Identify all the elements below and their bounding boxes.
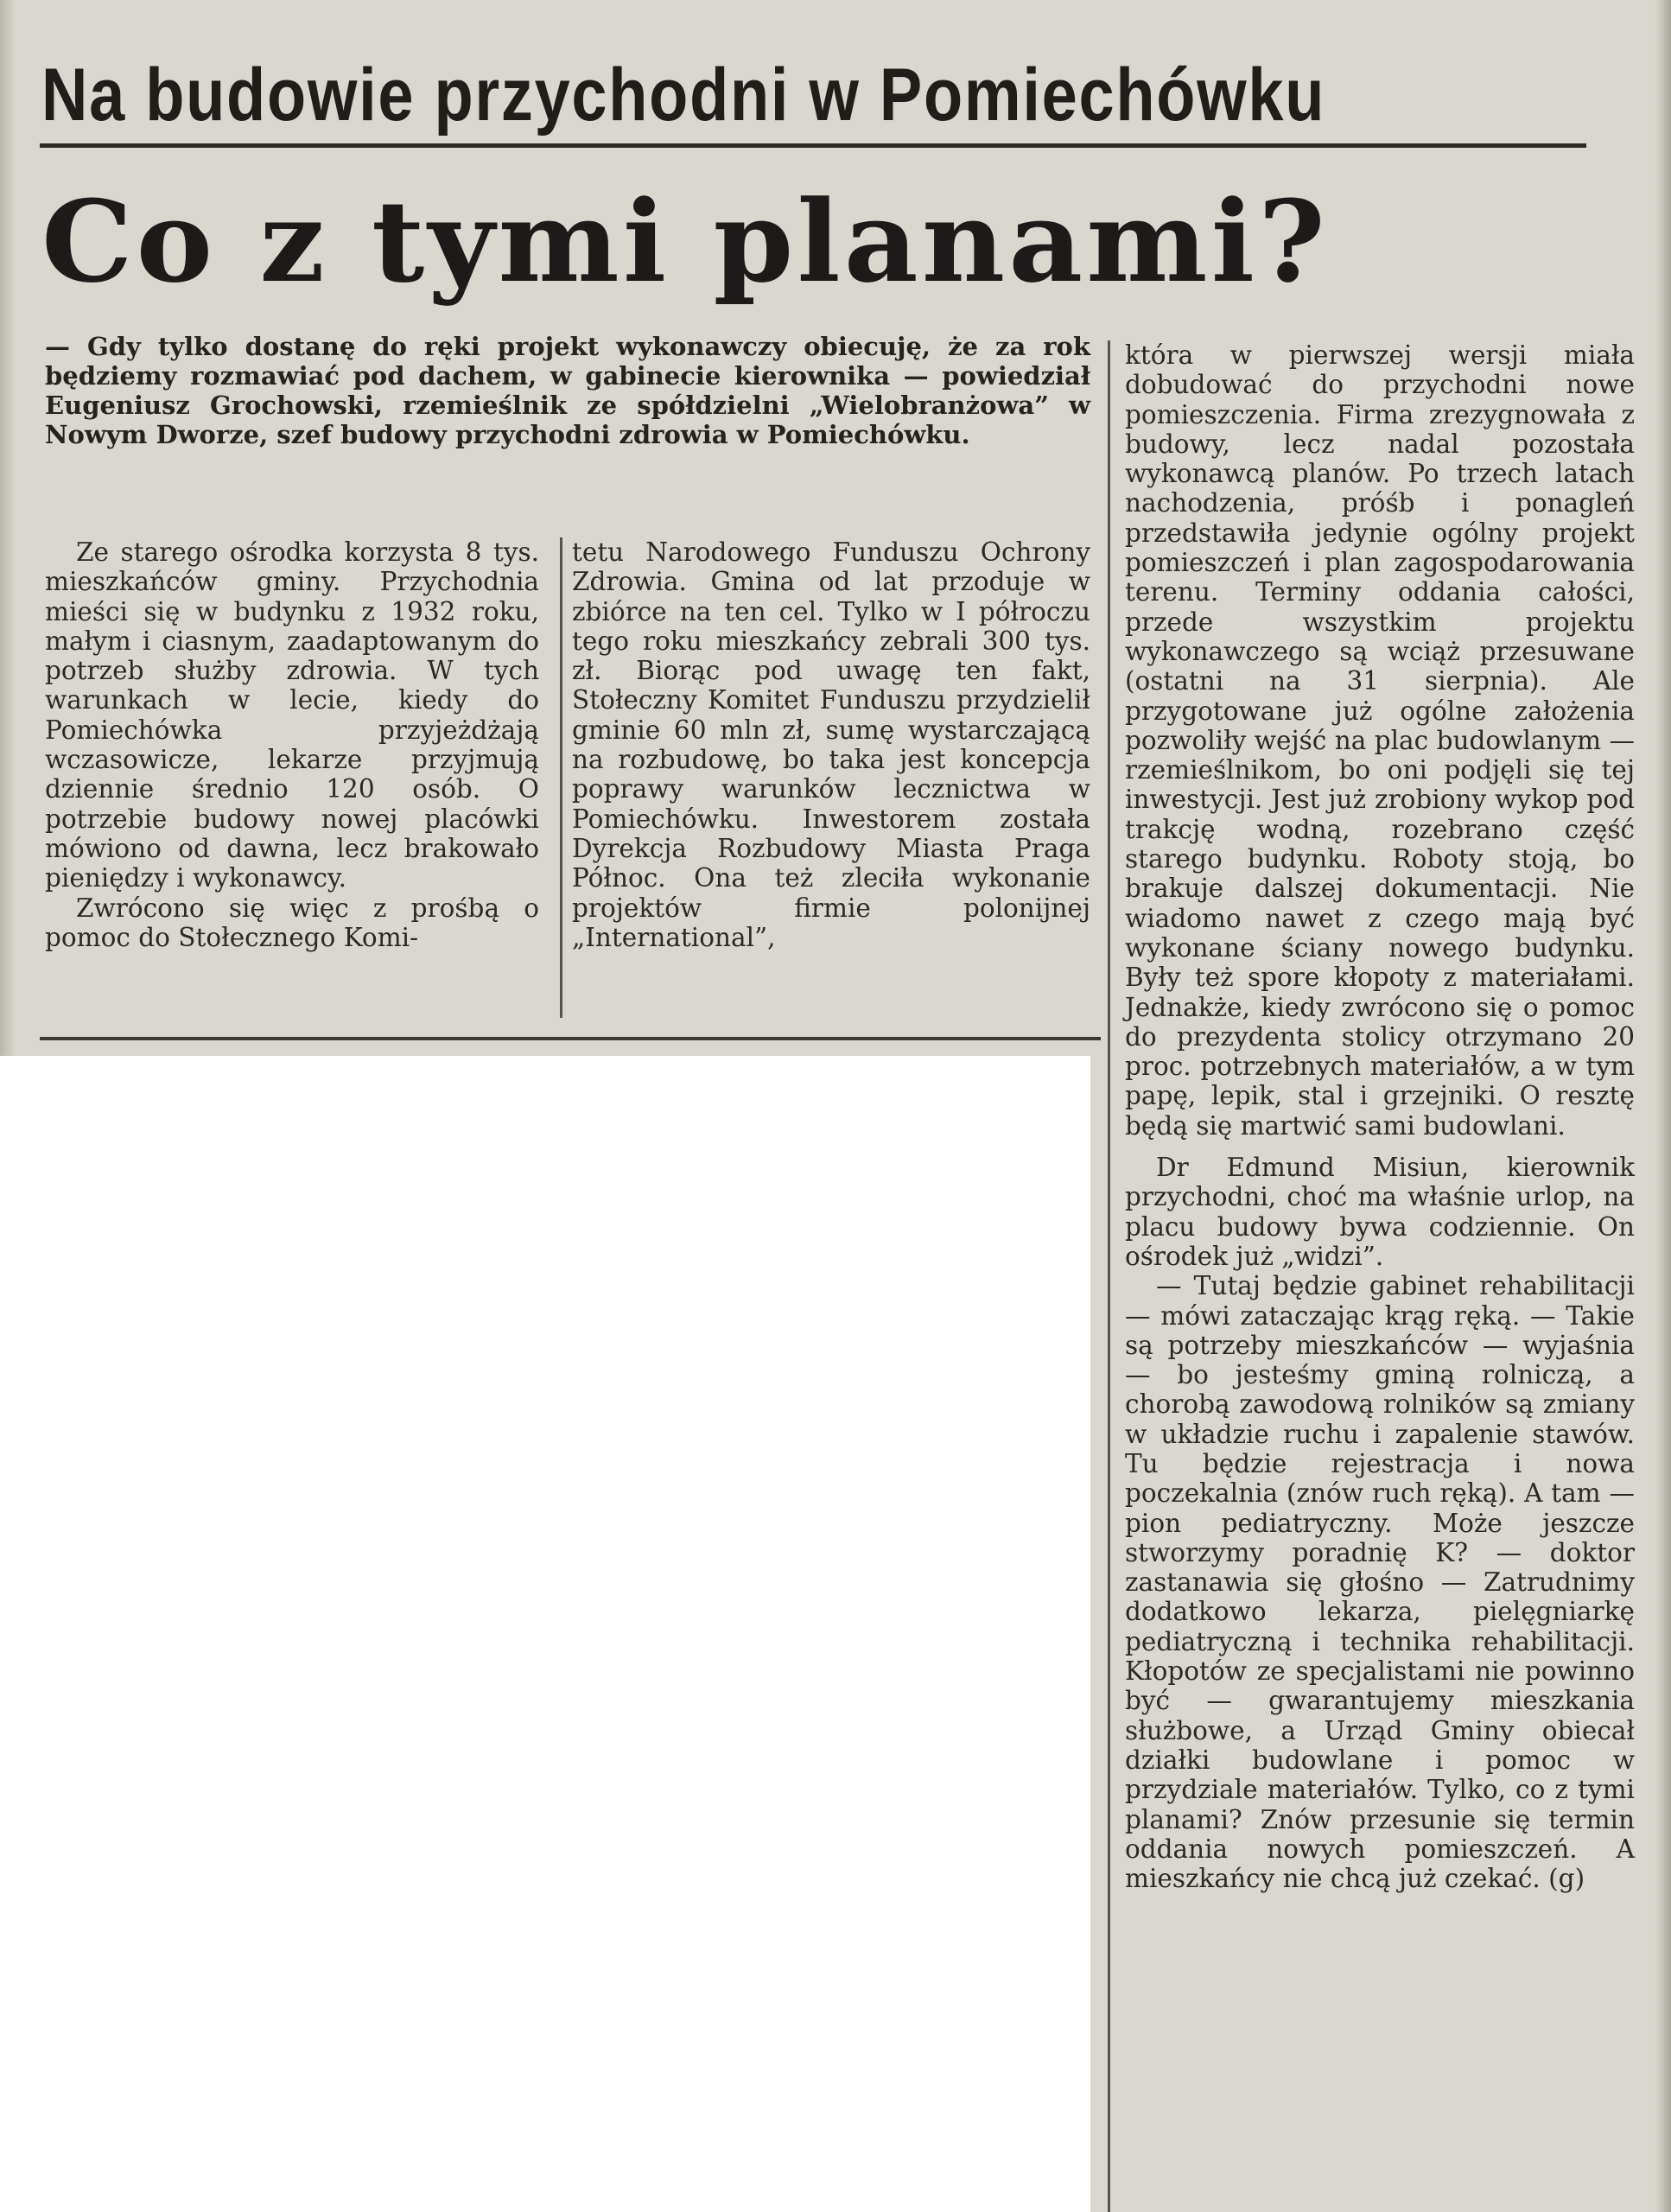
column-divider-2 xyxy=(1108,340,1110,2212)
column-3-paragraph-1: która w pierwszej wersji miała dobudować do przychodni nowe pomieszczenia. Firma zrezygnowała z budowy, lecz nadal pozostała wykonawcą planów. Po trzech latach nachodzenia, próśb i ponagleń przedstawiła jedynie ogólny projekt pomieszczeń i plan zagospodarowania terenu. Terminy oddania całości, przede wszystkim projektu wykonawczego są wciąż przesuwane (ostatni na 31 sierpnia). Ale przygotowane już ogólne założenia pozwoliły wejść na plac budowlanym — rzemieślnikom, bo oni podjęli się tej inwestycji. Jest już zrobiony wykop pod trakcję wodną, rozebrano część starego budynku. Roboty stoją, bo brakuje dalszej dokumentacji. Nie wiadomo nawet z czego mają być wykonane ściany nowego budynku. Były też spore kłopoty z materiałami. Jednakże, kiedy zwrócono się o pomoc do prezydenta stolicy otrzymano 20 proc. potrzebnych materiałów, a w tym papę, lepik, stal i grzejniki. O resztę będą się martwić sami budowlani. xyxy=(1125,340,1635,1141)
clipping-right-edge xyxy=(1655,0,1671,2212)
column-3-paragraph-2: Dr Edmund Misiun, kierownik przychodni, choć ma właśnie urlop, na placu budowy bywa codziennie. On ośrodek już „widzi”. xyxy=(1125,1153,1635,1271)
article-column-3 xyxy=(1125,340,1635,1893)
column-3-paragraph-3: — Tutaj będzie gabinet rehabilitacji — mówi zataczając krąg ręką. — Takie są potrzeby mieszkańców — wyjaśnia — bo jesteśmy gminą rolniczą, a chorobą zawodową rolników są zmiany w układzie ruchu i zapalenie stawów. Tu będzie rejestracja i nowa poczekalnia (znów ruch ręką). A tam — pion pediatryczny. Może jeszcze stworzymy poradnię K? — doktor zastanawia się głośno — Zatrudnimy dodatkowo lekarza, pielęgniarkę pediatryczną i technika rehabilitacji. Kłopotów ze specjalistami nie powinno być — gwarantujemy mieszkania służbowe, a Urząd Gminy obiecał działki budowlane i pomoc w przydziale materiałów. Tylko, co z tymi planami? Znów przesunie się termin oddania nowych pomieszczeń. A mieszkańcy nie chcą już czekać. (g) xyxy=(1125,1271,1635,1894)
column-2-paragraph-1: tetu Narodowego Funduszu Ochrony Zdrowia. Gmina od lat przoduje w zbiórce na ten cel. Tylko w I półroczu tego roku mieszkańcy zebrali 300 tys. zł. Biorąc pod uwagę ten fakt, Stołeczny Komitet Funduszu przydzielił gminie 60 mln zł, sumę wystarczającą na rozbudowę, bo taka jest koncepcja poprawy warunków lecznictwa w Pomiechówku. Inwestorem została Dyrekcja Rozbudowy Miasta Praga Północ. Ona też zleciła wykonanie projektów firmie polonijnej „International”, xyxy=(572,537,1090,952)
column-1-paragraph-1: Ze starego ośrodka korzysta 8 tys. mieszkańców gminy. Przychodnia mieści się w budynku z 1932 roku, małym i ciasnym, zaadaptowanym do potrzeb służby zdrowia. W tych warunkach w lecie, kiedy do Pomiechówka przyjeżdżają wczasowicze, lekarze przyjmują dziennie średnio 120 osób. O potrzebie budowy nowej placówki mówiono od dawna, lecz brakowało pieniędzy i wykonawcy. xyxy=(45,537,539,893)
subheadline: Co z tymi planami? xyxy=(41,175,1329,308)
bottom-rule xyxy=(40,1037,1101,1040)
lead-paragraph: — Gdy tylko dostanę do ręki projekt wykonawczy obiecuję, że za rok będziemy rozmawiać pod dachem, w gabinecie kierownika — powiedział Eugeniusz Grochowski, rzemieślnik ze spółdzielni „Wielobranżowa” w Nowym Dworze, szef budowy przychodni zdrowia w Pomiechówku. xyxy=(45,332,1090,449)
article-column-1 xyxy=(45,537,539,952)
article-column-2 xyxy=(572,537,1090,952)
headline-rule xyxy=(40,143,1586,148)
clipping-left-edge xyxy=(0,0,16,1056)
headline: Na budowie przychodni w Pomiechówku xyxy=(41,54,1326,137)
column-1-paragraph-2: Zwrócono się więc z prośbą o pomoc do Stołecznego Komi- xyxy=(45,893,539,952)
column-divider-1 xyxy=(560,537,562,1018)
